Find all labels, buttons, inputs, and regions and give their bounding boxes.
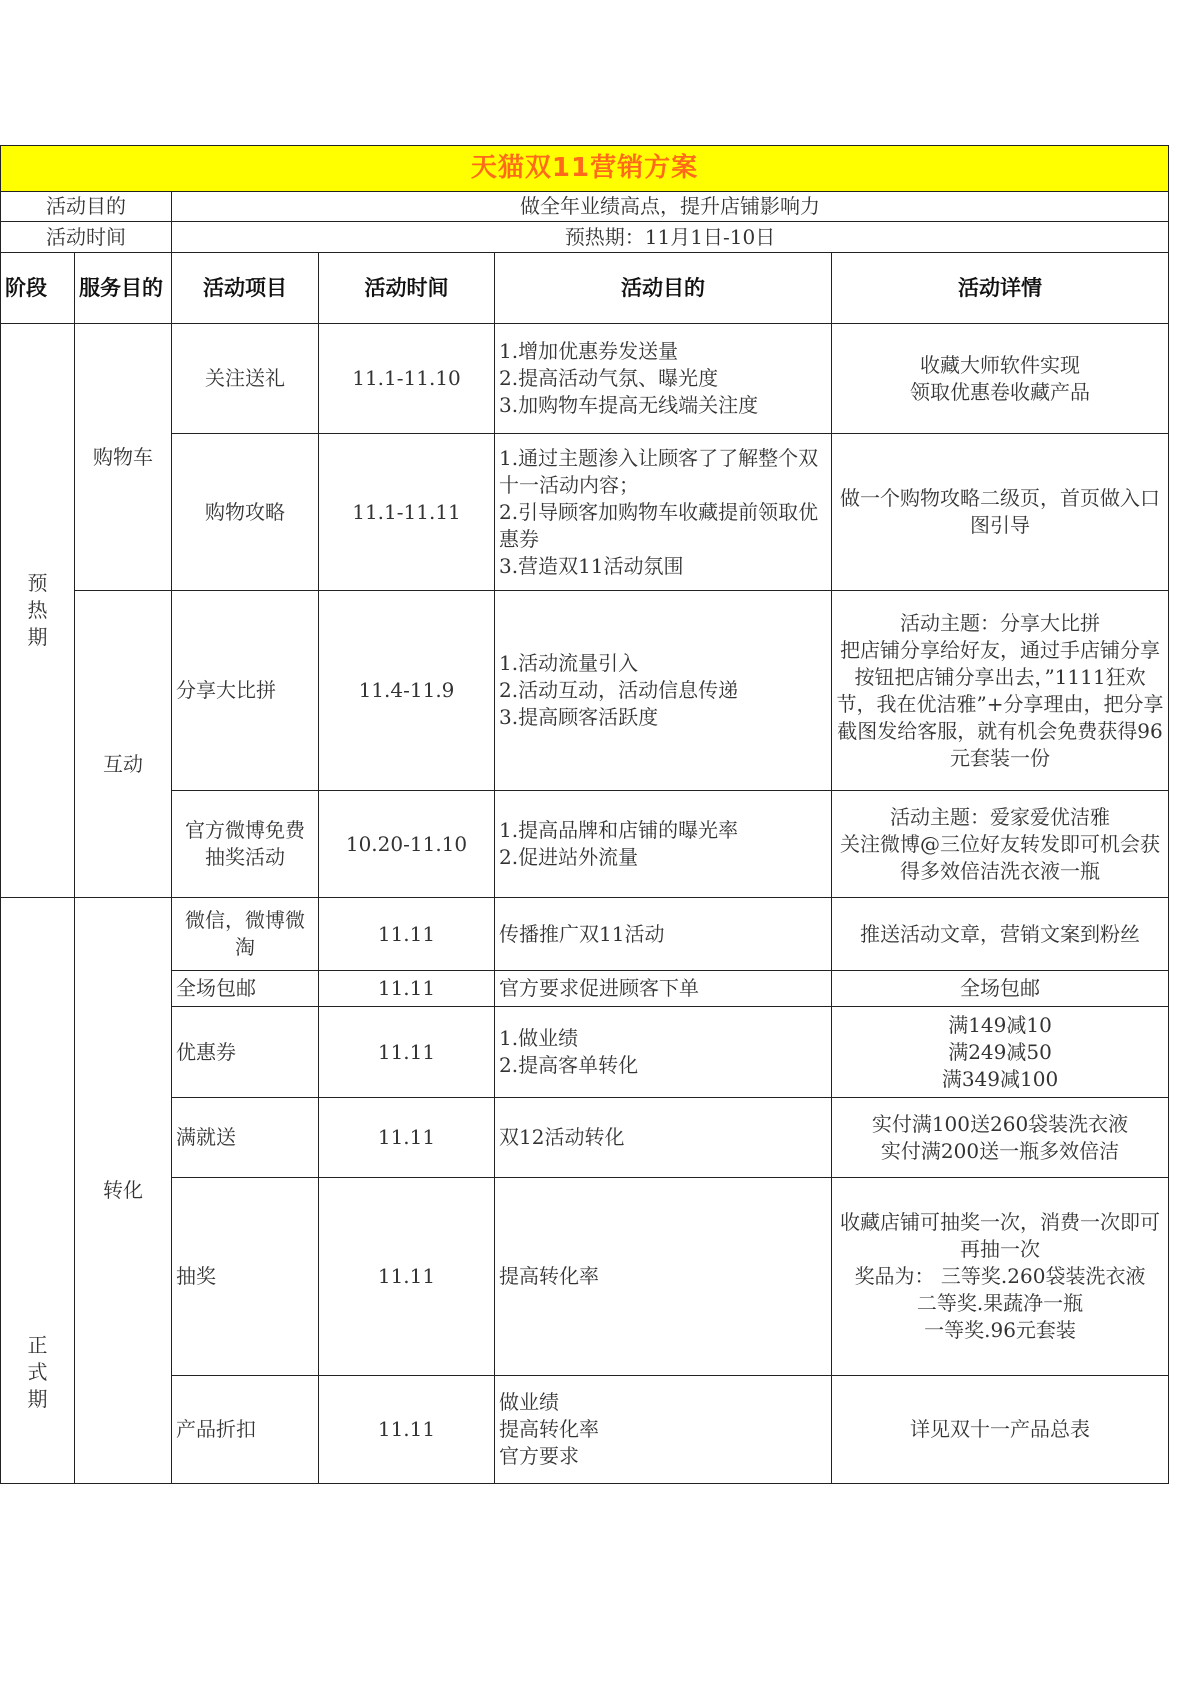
time-cell: 11.11: [319, 1178, 495, 1376]
table-row: [1, 591, 1169, 791]
header-goal: 活动目的: [495, 253, 832, 324]
detail-cell: 推送活动文章，营销文案到粉丝: [832, 898, 1169, 971]
time-cell: 11.11: [319, 898, 495, 971]
time-cell: 11.1-11.10: [319, 324, 495, 434]
goal-cell: 1.提高品牌和店铺的曝光率 2.促进站外流量: [495, 791, 832, 898]
table-row: [1, 791, 1169, 898]
detail-cell: 实付满100送260袋装洗衣液 实付满200送一瓶多效倍洁: [832, 1098, 1169, 1178]
goal-cell: 1.做业绩 2.提高客单转化: [495, 1007, 832, 1098]
table-row: [1, 898, 1169, 971]
time-cell: 11.11: [319, 1007, 495, 1098]
goal-cell: 1.增加优惠券发送量 2.提高活动气氛、曝光度 3.加购物车提高无线端关注度: [495, 324, 832, 434]
goal-cell: 1.活动流量引入 2.活动互动，活动信息传递 3.提高顾客活跃度: [495, 591, 832, 791]
meta-value-goal: 做全年业绩高点，提升店铺影响力: [172, 192, 1169, 222]
detail-cell: 满149减10 满249减50 满349减100: [832, 1007, 1169, 1098]
table-row: [1, 434, 1169, 591]
detail-cell: 收藏大师软件实现 领取优惠卷收藏产品: [832, 324, 1169, 434]
goal-cell: 双12活动转化: [495, 1098, 832, 1178]
time-cell: 11.11: [319, 1376, 495, 1484]
item-cell: 产品折扣: [172, 1376, 319, 1484]
stage-preheat: 预 热 期: [1, 324, 75, 898]
marketing-plan-table: [0, 145, 1169, 1484]
sheet-title: 天猫双11营销方案: [1, 146, 1169, 192]
meta-label-goal: 活动目的: [1, 192, 172, 222]
service-interact: 互动: [75, 591, 172, 898]
goal-cell: 官方要求促进顾客下单: [495, 971, 832, 1007]
item-cell: 关注送礼: [172, 324, 319, 434]
table-row: [1, 1376, 1169, 1484]
time-cell: 11.4-11.9: [319, 591, 495, 791]
table-row: [1, 1098, 1169, 1178]
header-detail: 活动详情: [832, 253, 1169, 324]
item-cell: 官方微博免费抽奖活动: [172, 791, 319, 898]
time-cell: 11.1-11.11: [319, 434, 495, 591]
detail-cell: 收藏店铺可抽奖一次，消费一次即可再抽一次 奖品为： 三等奖.260袋装洗衣液 二等奖.果蔬净一瓶 一等奖.96元套装: [832, 1178, 1169, 1376]
detail-cell: 活动主题：爱家爱优洁雅 关注微博@三位好友转发即可机会获得多效倍洁洗衣液一瓶: [832, 791, 1169, 898]
header-stage: 阶段: [1, 253, 75, 324]
meta-value-time: 预热期：11月1日-10日: [172, 222, 1169, 253]
item-cell: 微信，微博微淘: [172, 898, 319, 971]
item-cell: 抽奖: [172, 1178, 319, 1376]
detail-cell: 详见双十一产品总表: [832, 1376, 1169, 1484]
item-cell: 满就送: [172, 1098, 319, 1178]
meta-label-time: 活动时间: [1, 222, 172, 253]
detail-cell: 全场包邮: [832, 971, 1169, 1007]
goal-cell: 提高转化率: [495, 1178, 832, 1376]
time-cell: 11.11: [319, 1098, 495, 1178]
header-item: 活动项目: [172, 253, 319, 324]
table-row: [1, 971, 1169, 1007]
time-cell: 10.20-11.10: [319, 791, 495, 898]
table-row: [1, 1007, 1169, 1098]
detail-cell: 活动主题：分享大比拼 把店铺分享给好友，通过手店铺分享按钮把店铺分享出去，”1111狂欢节，我在优洁雅”+分享理由，把分享截图发给客服，就有机会免费获得96元套装一份: [832, 591, 1169, 791]
detail-cell: 做一个购物攻略二级页，首页做入口图引导: [832, 434, 1169, 591]
table-row: [1, 1178, 1169, 1376]
item-cell: 全场包邮: [172, 971, 319, 1007]
service-convert: 转化: [75, 898, 172, 1484]
header-service: 服务目的: [75, 253, 172, 324]
table-row: [1, 324, 1169, 434]
item-cell: 优惠券: [172, 1007, 319, 1098]
service-cart: 购物车: [75, 324, 172, 591]
goal-cell: 传播推广双11活动: [495, 898, 832, 971]
goal-cell: 做业绩 提高转化率 官方要求: [495, 1376, 832, 1484]
goal-cell: 1.通过主题渗入让顾客了了解整个双十一活动内容； 2.引导顾客加购物车收藏提前领取优惠券 3.营造双11活动氛围: [495, 434, 832, 591]
item-cell: 购物攻略: [172, 434, 319, 591]
header-time: 活动时间: [319, 253, 495, 324]
time-cell: 11.11: [319, 971, 495, 1007]
stage-formal: 正 式 期: [1, 898, 75, 1484]
item-cell: 分享大比拼: [172, 591, 319, 791]
